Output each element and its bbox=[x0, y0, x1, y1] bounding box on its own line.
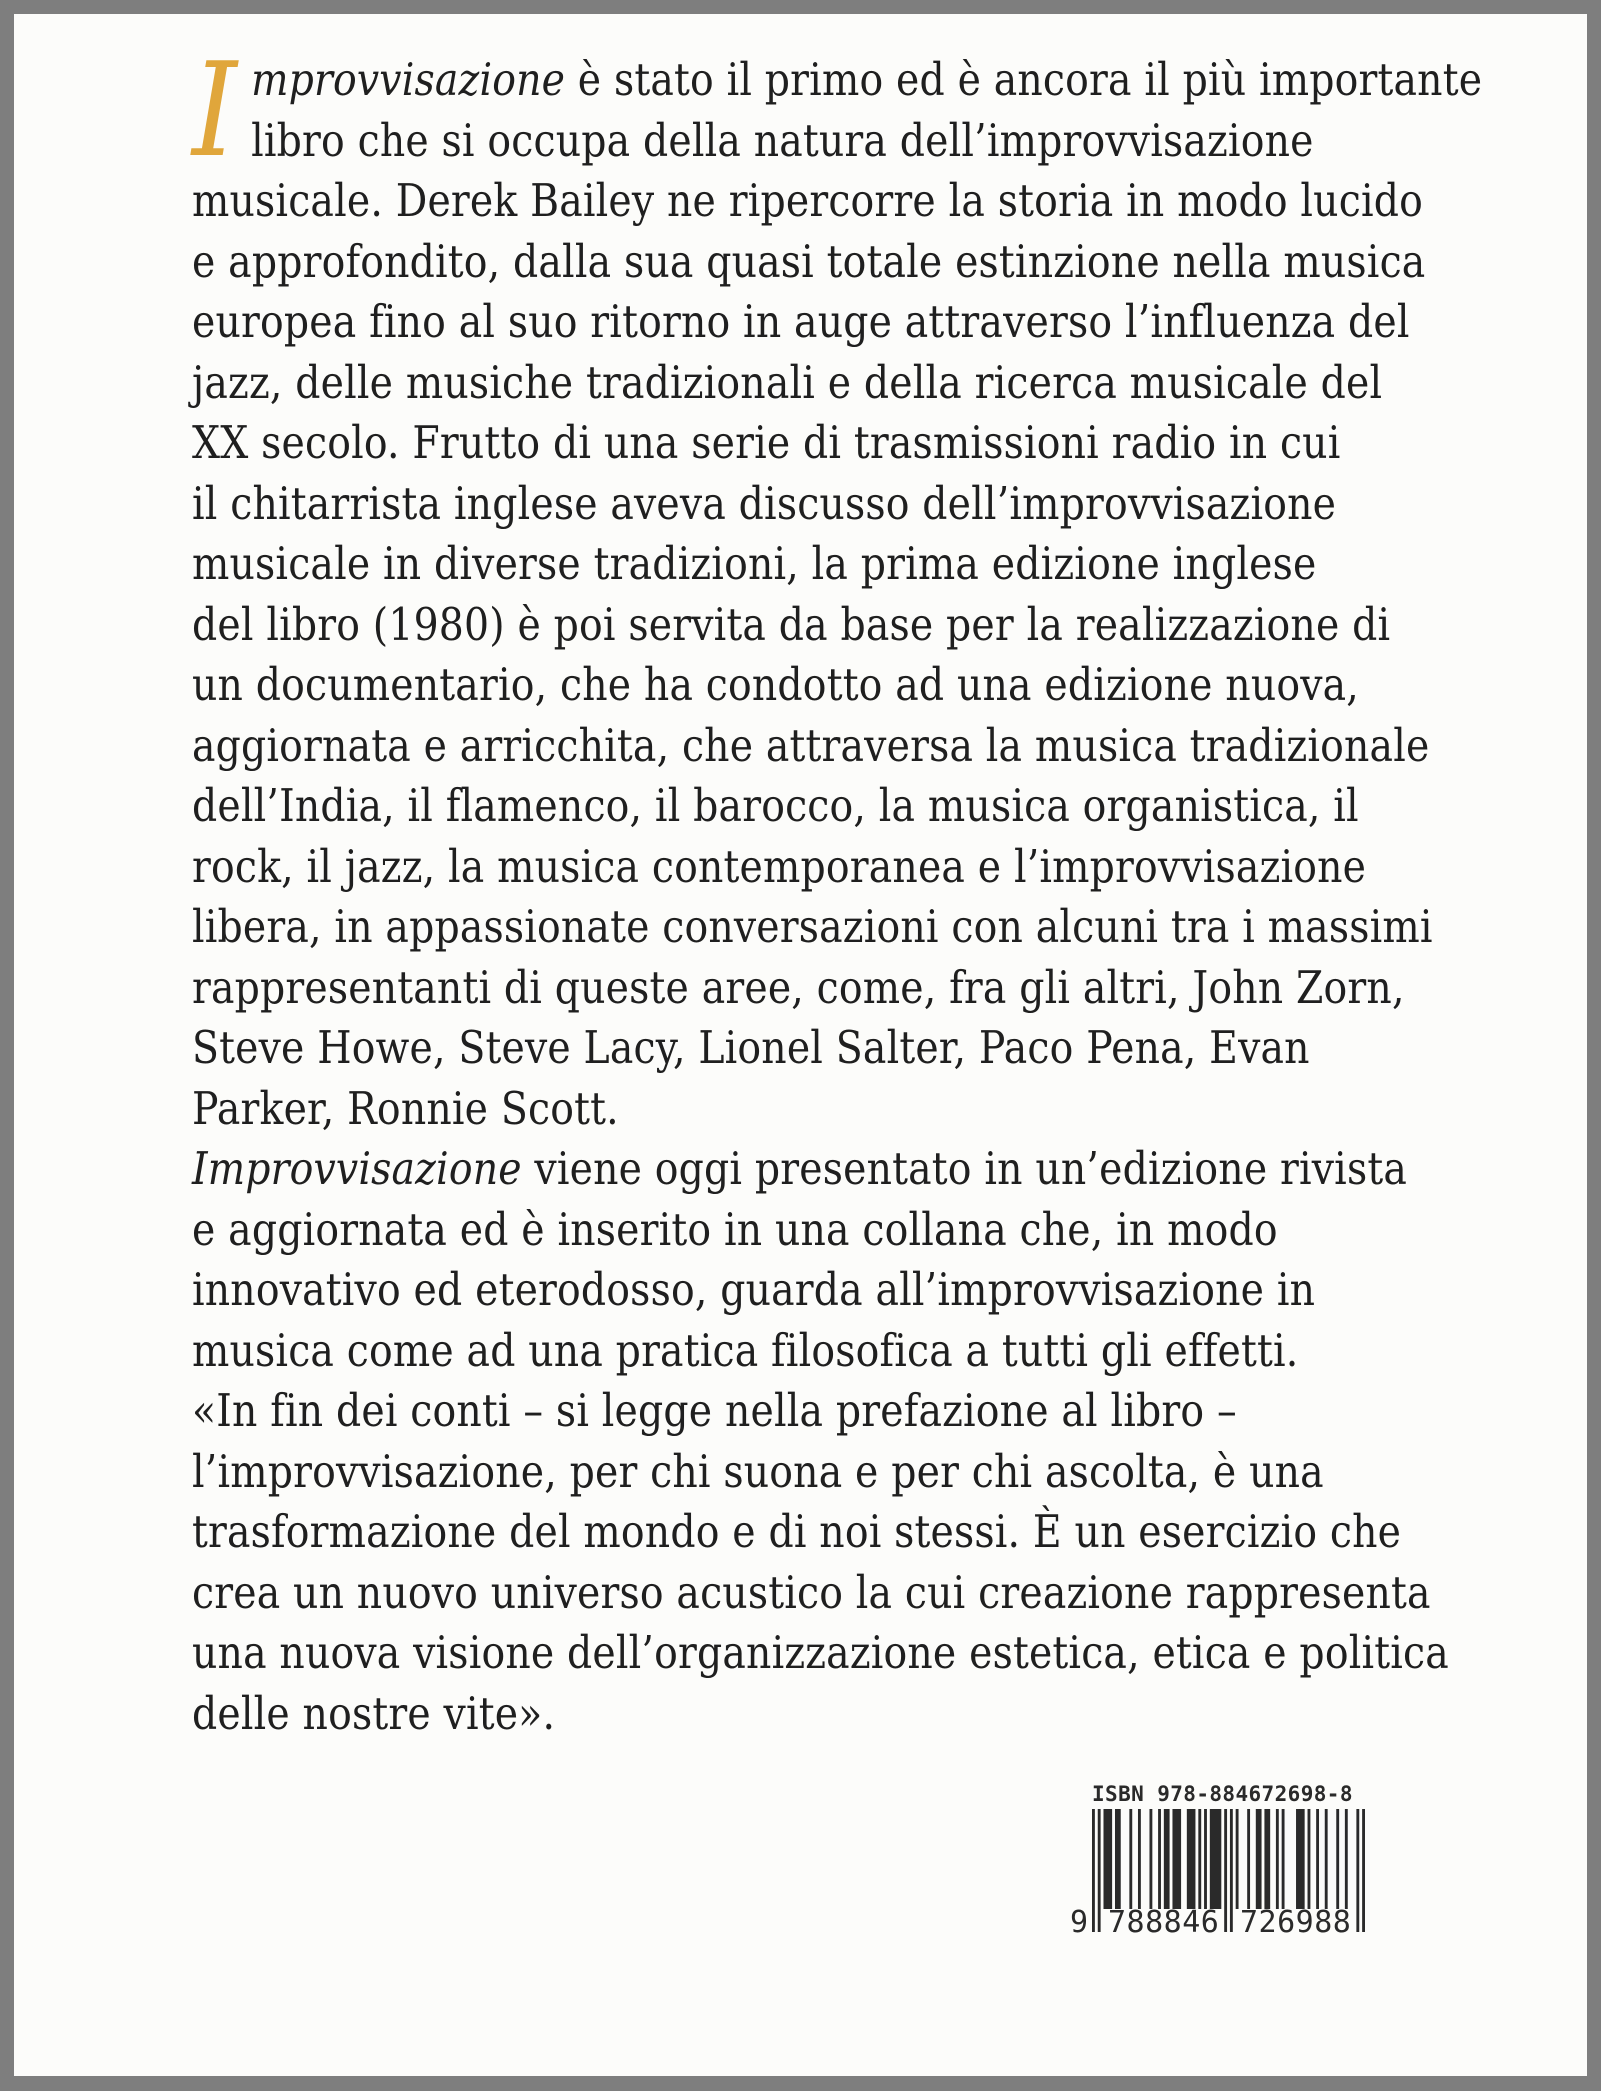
text-segment: è stato il primo ed è ancora il più importante bbox=[565, 53, 1483, 106]
text-segment: innovativo ed eterodosso, guarda all’improvvisazione in bbox=[192, 1263, 1316, 1316]
barcode-digit-first: 9 bbox=[1070, 1905, 1089, 1940]
text-line bbox=[192, 171, 1505, 232]
text-line bbox=[192, 534, 1505, 595]
text-line bbox=[192, 837, 1505, 898]
text-segment: e aggiornata ed è inserito in una collana che, in modo bbox=[192, 1202, 1278, 1256]
isbn-label: ISBN 978-884672698-8 bbox=[1092, 1782, 1353, 1806]
text-segment: del libro (1980) è poi servita da base per la realizzazione di bbox=[192, 597, 1391, 651]
text-segment: l’improvvisazione, per chi suona e per chi ascolta, è una bbox=[192, 1444, 1324, 1498]
text-line bbox=[192, 232, 1505, 293]
text-segment: una nuova visione dell’organizzazione estetica, etica e politica bbox=[192, 1626, 1449, 1679]
text-segment: musica come ad una pratica filosofica a tutti gli effetti. bbox=[192, 1323, 1299, 1377]
book-cover-page bbox=[14, 14, 1587, 2076]
text-line bbox=[192, 958, 1505, 1019]
text-segment: musicale. Derek Bailey ne ripercorre la storia in modo lucido bbox=[192, 174, 1423, 227]
text-segment: viene oggi presentato in un’edizione rivista bbox=[521, 1142, 1407, 1195]
text-line bbox=[192, 292, 1505, 353]
text-segment: crea un nuovo universo acustico la cui creazione rappresenta bbox=[192, 1565, 1431, 1619]
text-line bbox=[192, 1684, 1505, 1745]
text-segment: «In fin dei conti – si legge nella prefazione al libro – bbox=[192, 1384, 1237, 1437]
text-segment: un documentario, che ha condotto ad una edizione nuova, bbox=[192, 658, 1360, 711]
text-segment: dell’India, il flamenco, il barocco, la musica organistica, il bbox=[192, 779, 1359, 832]
text-line bbox=[192, 353, 1505, 414]
text-line bbox=[192, 1563, 1505, 1624]
text-line bbox=[192, 1623, 1505, 1684]
text-line bbox=[192, 1502, 1505, 1563]
text-line bbox=[192, 1321, 1505, 1382]
text-segment: e approfondito, dalla sua quasi totale estinzione nella musica bbox=[192, 234, 1426, 288]
blurb-text-block bbox=[192, 34, 1505, 1744]
text-segment: aggiornata e arricchita, che attraversa la musica tradizionale bbox=[192, 718, 1430, 772]
text-line bbox=[192, 1260, 1505, 1321]
text-segment: europea fino al suo ritorno in auge attraverso l’influenza del bbox=[192, 295, 1410, 348]
text-line bbox=[192, 1079, 1505, 1140]
text-segment: delle nostre vite». bbox=[192, 1686, 556, 1740]
dropcap-letter: I bbox=[192, 34, 238, 186]
text-segment: Parker, Ronnie Scott. bbox=[192, 1081, 619, 1135]
text-line bbox=[192, 776, 1505, 837]
text-line bbox=[192, 655, 1505, 716]
text-line bbox=[192, 1442, 1505, 1503]
text-line bbox=[192, 1139, 1505, 1200]
ean13-barcode bbox=[1070, 1809, 1380, 1941]
text-line bbox=[192, 413, 1505, 474]
barcode-digits-right: 726988 bbox=[1240, 1905, 1352, 1940]
text-line bbox=[192, 595, 1505, 656]
text-segment: libro che si occupa della natura dell’improvvisazione bbox=[251, 113, 1314, 167]
text-line bbox=[192, 716, 1505, 777]
barcode-digits-left: 788846 bbox=[1108, 1905, 1220, 1940]
text-line bbox=[192, 111, 1505, 172]
text-segment: jazz, delle musiche tradizionali e della ricerca musicale del bbox=[192, 355, 1383, 409]
text-line bbox=[192, 1200, 1505, 1261]
text-segment: rappresentanti di queste aree, come, fra gli altri, John Zorn, bbox=[192, 960, 1405, 1014]
text-line bbox=[192, 1018, 1505, 1079]
italic-title-segment: Improvvisazione bbox=[192, 1142, 522, 1195]
text-segment: il chitarrista inglese aveva discusso dell’improvvisazione bbox=[192, 476, 1337, 530]
text-segment: musicale in diverse tradizioni, la prima edizione inglese bbox=[192, 537, 1317, 590]
italic-title-segment: mprovvisazione bbox=[251, 53, 566, 106]
text-line bbox=[192, 897, 1505, 958]
text-line bbox=[192, 1381, 1505, 1442]
text-segment: rock, il jazz, la musica contemporanea e l’improvvisazione bbox=[192, 839, 1367, 893]
text-line bbox=[192, 474, 1505, 535]
text-segment: libera, in appassionate conversazioni con alcuni tra i massimi bbox=[192, 900, 1433, 953]
text-line bbox=[192, 50, 1505, 111]
text-segment: XX secolo. Frutto di una serie di trasmissioni radio in cui bbox=[192, 416, 1341, 469]
text-segment: trasformazione del mondo e di noi stessi. È un esercizio che bbox=[192, 1505, 1402, 1558]
text-segment: Steve Howe, Steve Lacy, Lionel Salter, Paco Pena, Evan bbox=[192, 1021, 1310, 1074]
